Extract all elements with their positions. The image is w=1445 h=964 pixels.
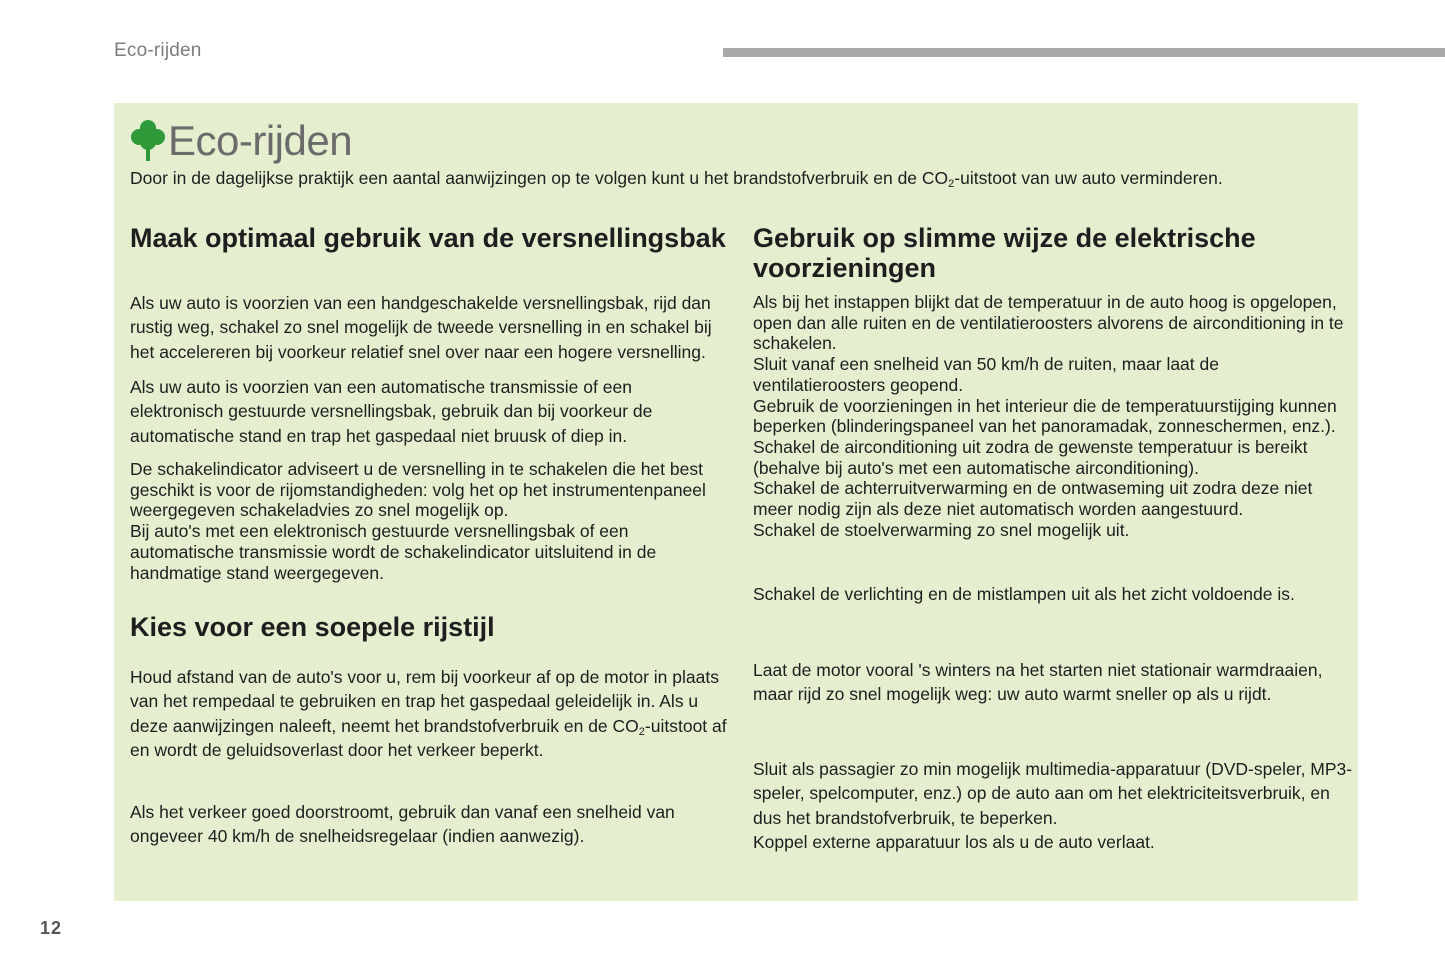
multimedia-paragraph: Sluit als passagier zo min mogelijk multimedia-apparatuur (DVD-speler, MP3-speler, spelcomputer, enz.) op de auto aan om het elektriciteitsverbruik, en dus het brandstofverbruik, te beperken. (753, 759, 1353, 828)
intro-text-end: -uitstoot van uw auto verminderen. (954, 168, 1223, 188)
lights-paragraph: Schakel de verlichting en de mistlampen uit als het zicht voldoende is. (753, 584, 1295, 604)
electrical-tips-list (753, 292, 1353, 540)
intro-text-start: Door in de dagelijkse praktijk een aantal aanwijzingen op te volgen kunt u het brandstofverbruik en de CO (130, 168, 949, 188)
list-item: Schakel de achterruitverwarming en de ontwaseming uit zodra deze niet meer nodig zijn als deze niet automatisch worden aangestuurd. (753, 478, 1313, 520)
smooth-driving-paragraph (130, 665, 730, 762)
clover-icon (130, 118, 166, 164)
electrical-equipment-heading: Gebruik op slimme wijze de elektrische voorzieningen (753, 223, 1256, 283)
shift-indicator-paragraph: De schakelindicator adviseert u de versnelling in te schakelen die het best geschikt is voor de rijomstandigheden: volg het op het instrumentenpaneel weergegeven schakeladvies zo snel mogelijk op. (130, 459, 706, 521)
page-number: 12 (40, 918, 63, 938)
engine-warmup-paragraph: Laat de motor vooral 's winters na het starten niet stationair warmdraaien, maar rijd zo snel mogelijk weg: uw auto warmt sneller op als u rijdt. (753, 660, 1323, 705)
smooth-driving-text-start: Houd afstand van de auto's voor u, rem bij voorkeur af op de motor in plaats van het rempedaal te gebruiken en trap het gaspedaal geleidelijk in. Als u deze aanwijzingen naleeft, neemt het brandstofverbruik en de CO (130, 667, 719, 736)
shift-indicator-note: Bij auto's met een elektronisch gestuurde versnellingsbak of een automatische transmissie wordt de schakelindicator uitsluitend in de handmatige stand weergegeven. (130, 521, 657, 583)
smooth-driving-text-end: -uitstoot af en wordt de geluidsoverlast door het verkeer beperkt. (130, 715, 727, 760)
list-item: Sluit vanaf een snelheid van 50 km/h de ruiten, maar laat de ventilatieroosters geopend. (753, 354, 1219, 395)
automatic-gearbox-paragraph: Als uw auto is voorzien van een automatische transmissie of een elektronisch gestuurde versnellingsbak, gebruik dan bij voorkeur de automatische stand en trap het gaspedaal niet bruusk of diep in. (130, 377, 653, 446)
eco-panel (114, 103, 1358, 901)
list-item: Schakel de airconditioning uit zodra de gewenste temperatuur is bereikt (behalve bij auto's met een automatische airconditioning). (753, 436, 1308, 478)
panel-title-row (130, 117, 352, 165)
panel-title: Eco-rijden (168, 117, 353, 164)
multimedia-block (753, 757, 1353, 854)
running-header-title: Eco-rijden (114, 40, 202, 61)
header-rule (723, 48, 1445, 57)
list-item: Als bij het instappen blijkt dat de temperatuur in de auto hoog is opgelopen, open dan alle ruiten en de ventilatieroosters alvorens de airconditioning in te schakelen. (753, 292, 1344, 354)
list-item: Schakel de stoelverwarming zo snel mogelijk uit. (753, 519, 1130, 540)
co2-subscript: 2 (638, 725, 645, 738)
co2-subscript: 2 (948, 178, 955, 190)
intro-text (130, 167, 1223, 189)
driving-style-heading: Kies voor een soepele rijstijl (130, 612, 495, 642)
gearbox-heading: Maak optimaal gebruik van de versnellingsbak (130, 223, 726, 253)
list-item: Gebruik de voorzieningen in het interieur die de temperatuurstijging kunnen beperken (blinderingspaneel van het panoramadak, zonneschermen, enz.). (753, 395, 1337, 437)
disconnect-devices-paragraph: Koppel externe apparatuur los als u de auto verlaat. (753, 831, 1155, 852)
cruise-control-paragraph: Als het verkeer goed doorstroomt, gebruik dan vanaf een snelheid van ongeveer 40 km/h de snelheidsregelaar (indien aanwezig). (130, 802, 675, 847)
shift-indicator-block (130, 459, 730, 583)
manual-gearbox-paragraph: Als uw auto is voorzien van een handgeschakelde versnellingsbak, rijd dan rustig weg, schakel zo snel mogelijk de tweede versnelling in en schakel bij het accelereren bij voorkeur relatief snel over naar een hogere versnelling. (130, 293, 712, 362)
